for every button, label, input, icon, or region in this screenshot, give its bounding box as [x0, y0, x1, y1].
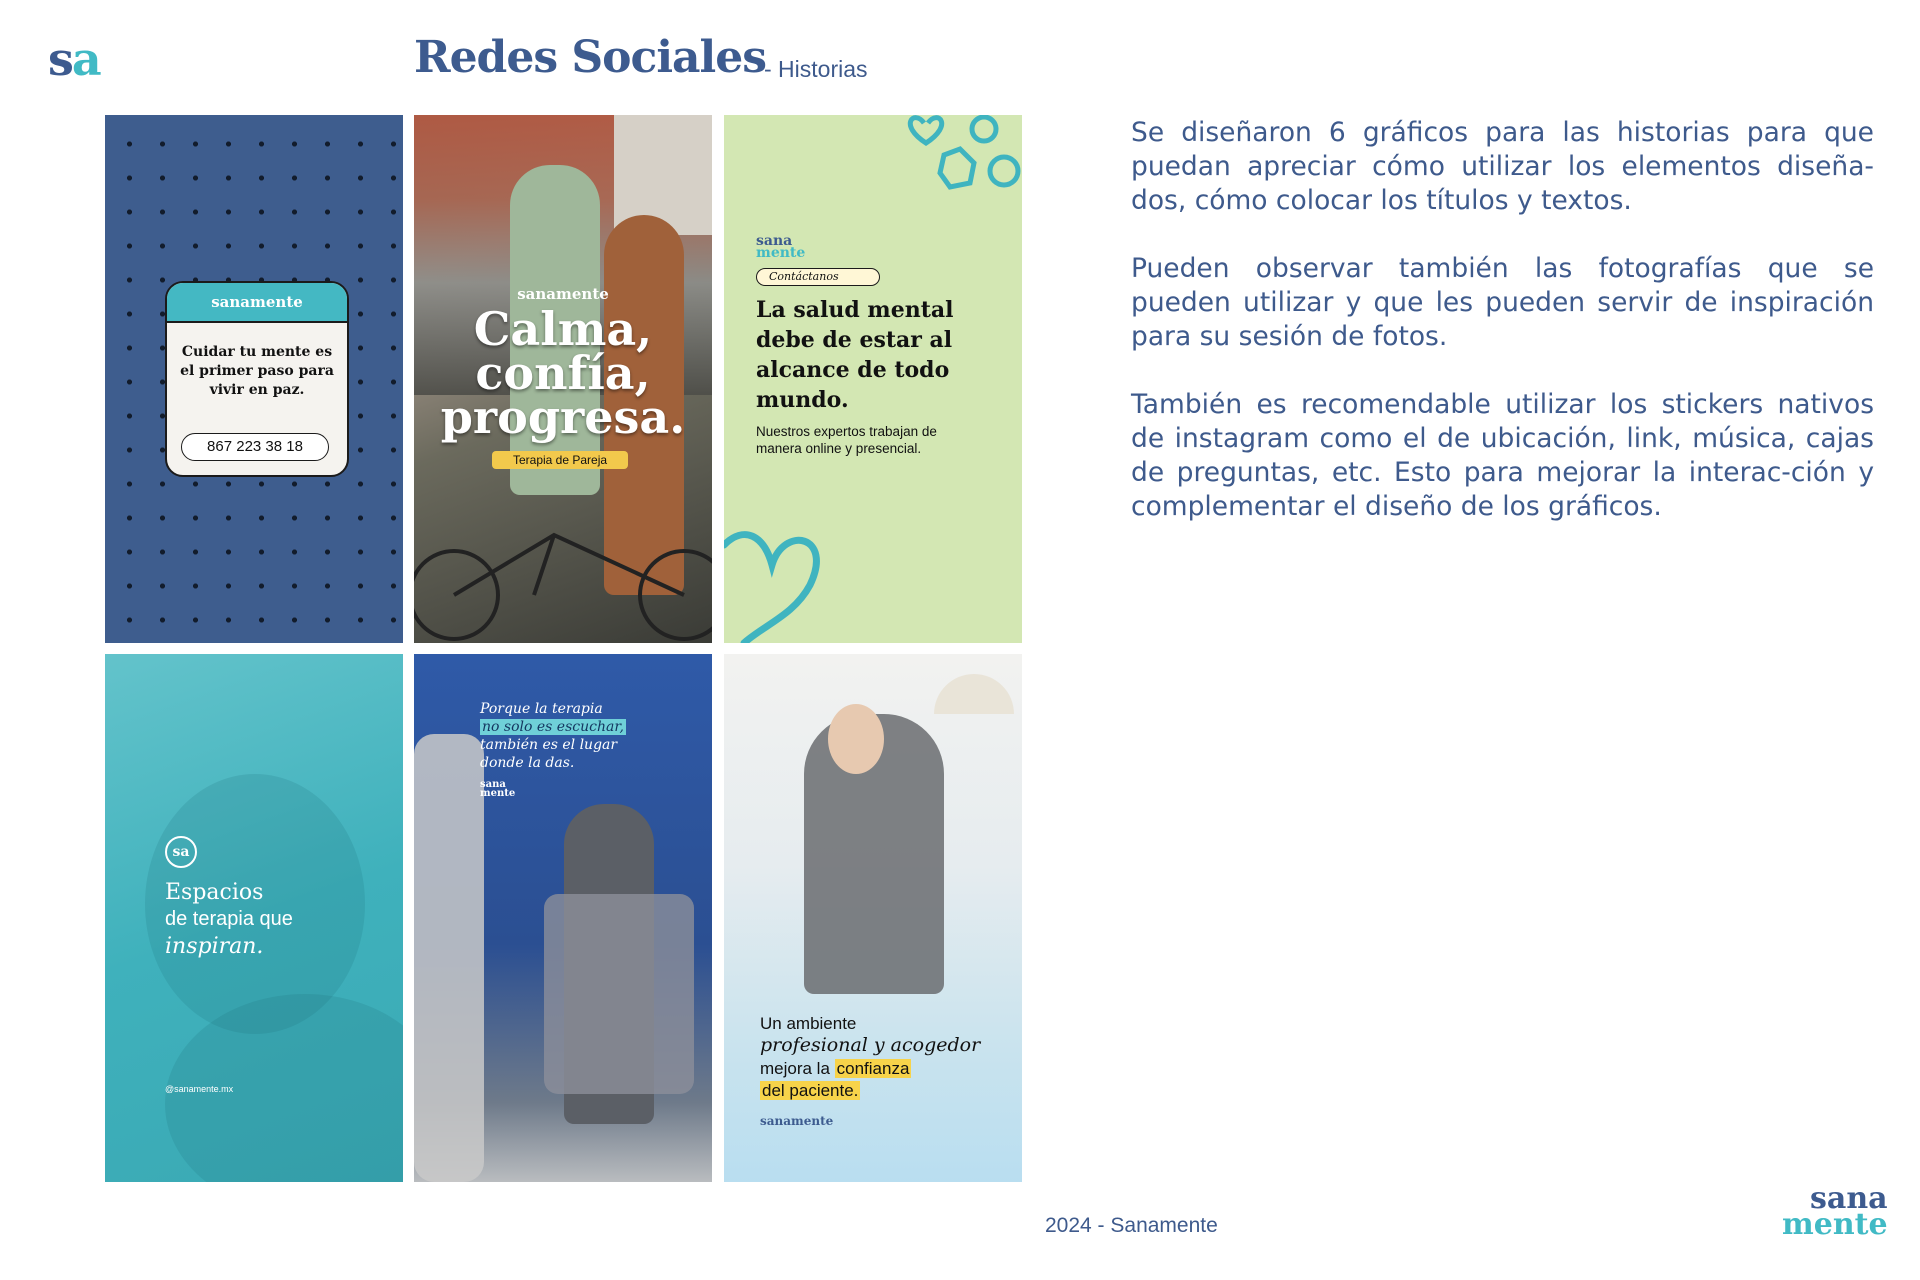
story-line-2: profesional y acogedor: [760, 1034, 981, 1056]
message-card: [165, 281, 349, 477]
headline-line-3: progresa.: [440, 390, 686, 444]
heart-icon: [724, 525, 834, 643]
photo-chair: [544, 894, 694, 1094]
quote-line-3: también es el lugar: [480, 737, 618, 753]
photo-face: [828, 704, 884, 774]
description-paragraph-2: Pueden observar también las fotografías que se pueden utilizar y que les pueden servir de inspiración para su sesión de fotos.: [1131, 253, 1874, 352]
sticker-icons: [904, 115, 1022, 205]
story-graphic-4: [105, 654, 403, 1182]
therapy-pill: Terapia de Pareja: [492, 451, 628, 469]
story-line-1: Un ambiente: [760, 1014, 857, 1033]
description-paragraph-3: También es recomendable utilizar los stickers nativos de instagram como el de ubicación, link, música, cajas de preguntas, etc. Esto para mejorar la interac-ción y complementar el diseño de los gráficos.: [1131, 389, 1874, 522]
photo-lamp: [934, 674, 1014, 714]
story-graphic-3: [724, 115, 1022, 643]
phone-number: 867 223 38 18: [181, 433, 329, 461]
sanamente-logo-sa: [48, 32, 100, 86]
headline-line-1: Calma,: [473, 302, 653, 356]
story-line-2: de terapia que: [165, 908, 293, 930]
sa-icon: sa: [165, 836, 197, 868]
card-message: Cuidar tu mente es el primer paso para vivir en paz.: [180, 344, 334, 398]
story-headline: La salud mental debe de estar al alcance de todo mundo.: [756, 297, 954, 413]
story-headline: [414, 302, 712, 444]
story-graphic-6: [724, 654, 1022, 1182]
story-brand: sana mente: [480, 779, 516, 799]
logo-letter-s: s: [48, 32, 72, 86]
story-line-3: inspiran.: [165, 934, 264, 959]
story-line-1: Espacios: [165, 880, 264, 905]
story-graphic-5: [414, 654, 712, 1182]
page-subtitle: - Historias: [764, 56, 868, 82]
story-graphic-1: [105, 115, 403, 643]
headline-line-2: confía,: [475, 346, 651, 400]
contact-tag: Contáctanos: [756, 268, 880, 286]
footer-text: 2024 - Sanamente: [1045, 1214, 1218, 1237]
bicycle-icon: [414, 495, 712, 643]
story-body: Nuestros expertos trabajan de manera online y presencial.: [756, 424, 937, 456]
description-paragraph-1: Se diseñaron 6 gráficos para las historias para que puedan apreciar cómo utilizar los elementos diseña-dos, cómo colocar los títulos y textos.: [1131, 117, 1874, 216]
story-quote: [480, 700, 680, 772]
logo-letter-a: a: [71, 32, 100, 86]
quote-line-4: donde la das.: [480, 755, 575, 771]
story-brand: sanamente: [517, 285, 609, 303]
story-line-3: mejora la confianza del paciente.: [760, 1059, 910, 1100]
story-graphic-2: [414, 115, 712, 643]
instagram-handle: @sanamente.mx: [165, 1084, 234, 1094]
quote-line-1: Porque la terapia: [480, 701, 603, 717]
sanamente-logo: sana mente: [1782, 1181, 1888, 1242]
quote-line-2: no solo es escuchar,: [482, 719, 624, 735]
story-brand: sanamente: [760, 1114, 834, 1128]
story-brand: sana mente: [756, 233, 806, 261]
photo-foreground-person: [414, 734, 484, 1182]
description-text: [1131, 116, 1874, 558]
card-brand: sanamente: [167, 283, 347, 323]
page-title: Redes Sociales: [414, 32, 767, 83]
